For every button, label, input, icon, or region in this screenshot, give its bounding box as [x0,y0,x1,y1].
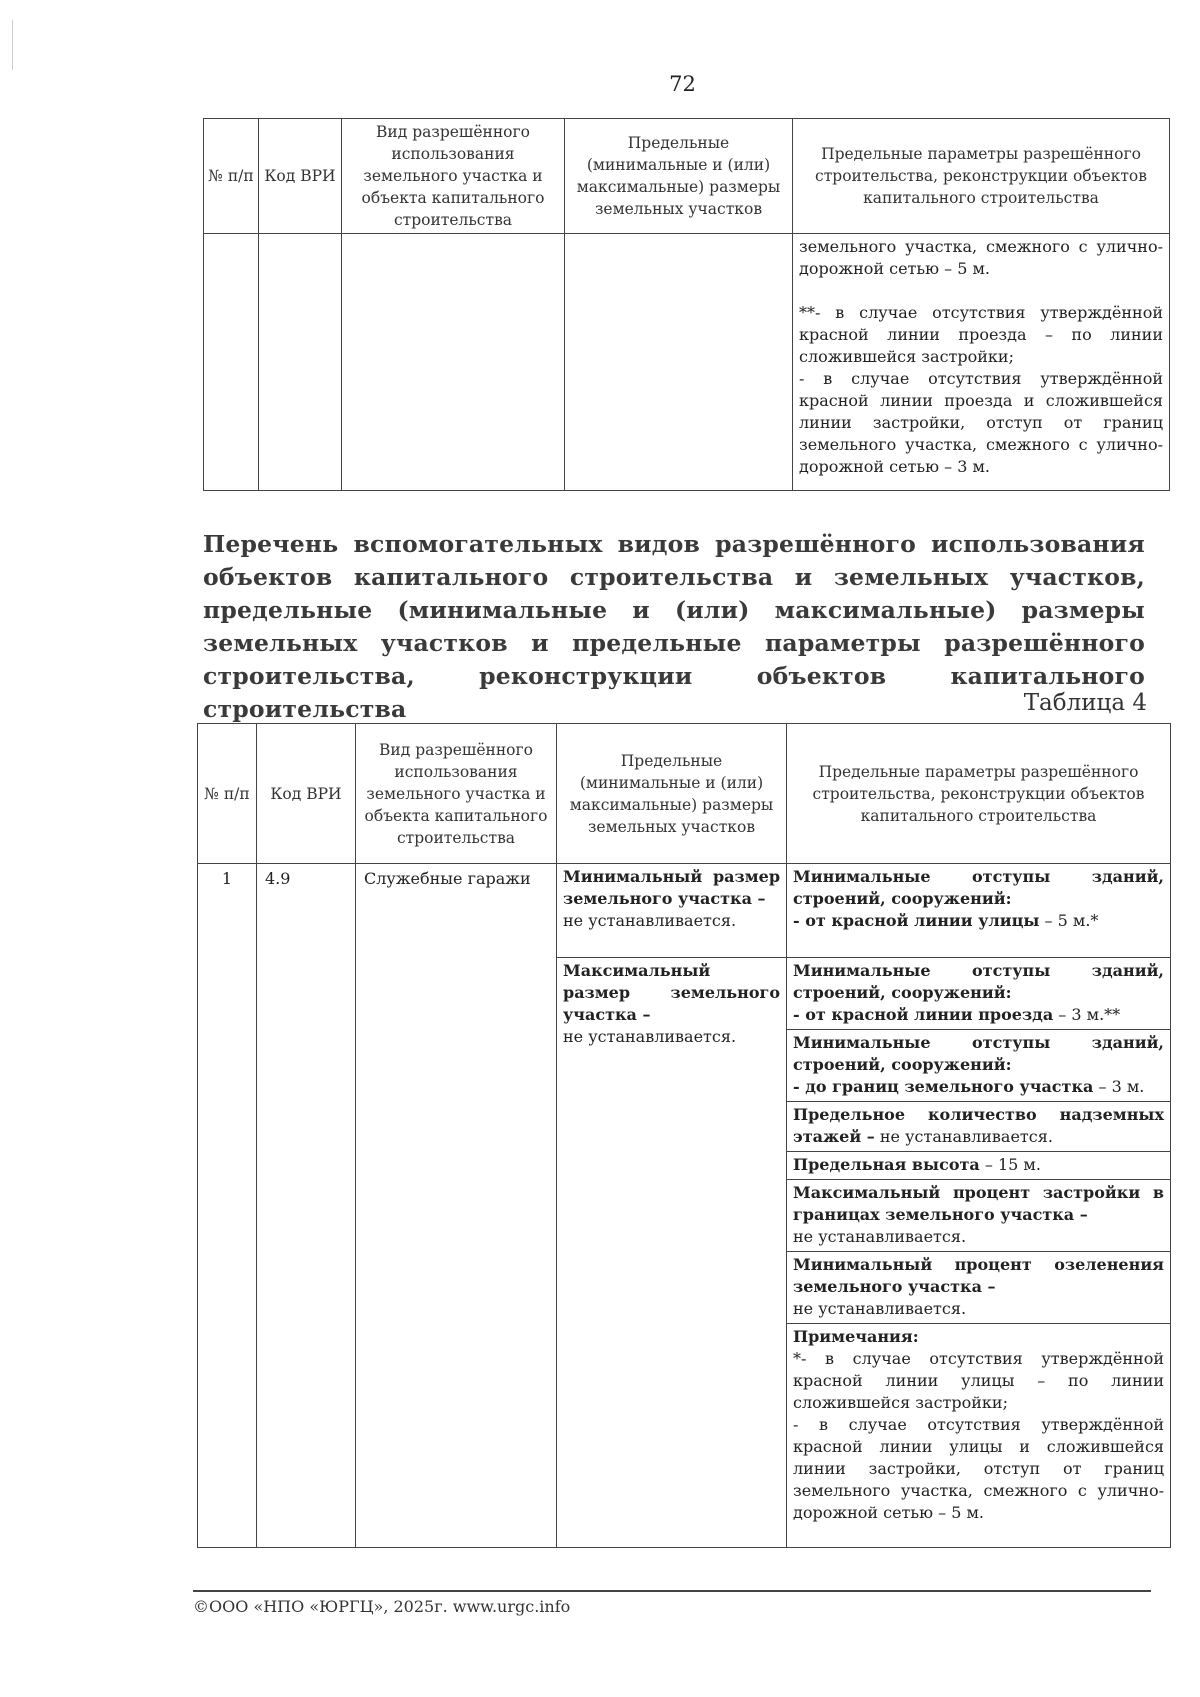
notes-title: Примечания: [793,1327,919,1346]
max-size-value: не устанавливается. [563,1027,737,1046]
header-kind: Вид разрешённого использования земельного участка и объекта капитального строительства [342,119,565,234]
table-caption: Таблица 4 [1023,690,1147,716]
table-header-row [198,724,1171,864]
param-setback-street [787,864,1170,958]
param-value: не устанавливается. [793,1299,967,1318]
header-sizes: Предельные (минимальные и (или) максимальные) размеры земельных участков [557,724,787,864]
param-setback-passage [787,958,1170,1030]
empty-cell [342,234,565,491]
header-sizes: Предельные (минимальные и (или) максимальные) размеры земельных участков [565,119,793,234]
param-value: – 5 м.* [1044,911,1099,930]
header-number: № п/п [198,724,257,864]
param-min-greening [787,1252,1170,1324]
empty-cell [259,234,342,491]
sizes-cell [557,864,787,1548]
empty-cell [204,234,259,491]
table-continuation [203,118,1170,491]
min-size-block [557,864,786,958]
note-text: **- в случае отсутствия утверждённой красной линии проезда – по линии сложившейся застройки; [799,303,1163,366]
max-size-label: Максимальный размер земельного участка – [563,961,780,1024]
section-heading: Перечень вспомогательных видов разрешённого использования объектов капитального строительства и земельных участков, предельные (минимальные и (или) максимальные) размеры земельных участков и предельные параметры разрешённого строительства, реконструкции объектов капитального строительства [203,530,1145,723]
param-label: Максимальный процент застройки в границах земельного участка – [793,1183,1164,1224]
param-line: - до границ земельного участка [793,1077,1094,1096]
param-line: - от красной линии улицы [793,911,1040,930]
min-size-value: не устанавливается. [563,911,737,930]
max-size-block [557,958,786,1051]
header-code: Код ВРИ [259,119,342,234]
param-height [787,1152,1170,1180]
footer-divider [193,1590,1151,1592]
param-label: Предельная высота [793,1155,980,1174]
param-value: – 15 м. [984,1155,1041,1174]
empty-cell [565,234,793,491]
param-setback-boundary [787,1030,1170,1102]
continued-text: земельного участка, смежного с улично-дорожной сетью – 5 м. [799,237,1163,278]
header-code: Код ВРИ [257,724,356,864]
note-text: - в случае отсутствия утверждённой красной линии проезда и сложившейся линии застройки, отступ от границ земельного участка, смежного с улично-дорожной сетью – 3 м. [799,369,1163,476]
param-label: Предельное количество надземных этажей – [793,1105,1164,1146]
scan-margin-mark [12,20,13,70]
note-text: *- в случае отсутствия утверждённой красной линии улицы – по линии сложившейся застройки; [793,1349,1164,1412]
min-size-label: Минимальный размер земельного участка – [563,867,780,908]
param-label: Минимальные отступы зданий, строений, сооружений: [793,1033,1164,1074]
param-label: Минимальные отступы зданий, строений, сооружений: [793,867,1164,908]
param-value: не устанавливается. [879,1127,1053,1146]
table-row [198,864,1171,1548]
table-4 [197,723,1171,1548]
param-value: – 3 м.** [1058,1005,1121,1024]
params-cell [787,864,1171,1548]
param-value: – 3 м. [1098,1077,1145,1096]
row-number: 1 [198,864,257,1548]
row-kind: Служебные гаражи [356,864,557,1548]
table-row [204,234,1170,491]
params-cell [793,234,1170,491]
row-code: 4.9 [257,864,356,1548]
param-value: не устанавливается. [793,1227,967,1246]
param-label: Минимальные отступы зданий, строений, сооружений: [793,961,1164,1002]
header-number: № п/п [204,119,259,234]
param-label: Минимальный процент озеленения земельного участка – [793,1255,1164,1296]
table-header-row [204,119,1170,234]
param-max-coverage [787,1180,1170,1252]
param-line: - от красной линии проезда [793,1005,1054,1024]
footer-copyright: ©ООО «НПО «ЮРГЦ», 2025г. www.urgc.info [193,1597,571,1616]
header-kind: Вид разрешённого использования земельного участка и объекта капитального строительства [356,724,557,864]
header-params: Предельные параметры разрешённого строительства, реконструкции объектов капитального строительства [793,119,1170,234]
param-floors [787,1102,1170,1152]
page-number: 72 [669,72,696,96]
header-params: Предельные параметры разрешённого строительства, реконструкции объектов капитального строительства [787,724,1171,864]
notes-block [787,1324,1170,1527]
note-text: - в случае отсутствия утверждённой красной линии улицы и сложившейся линии застройки, отступ от границ земельного участка, смежного с улично-дорожной сетью – 5 м. [793,1415,1164,1522]
